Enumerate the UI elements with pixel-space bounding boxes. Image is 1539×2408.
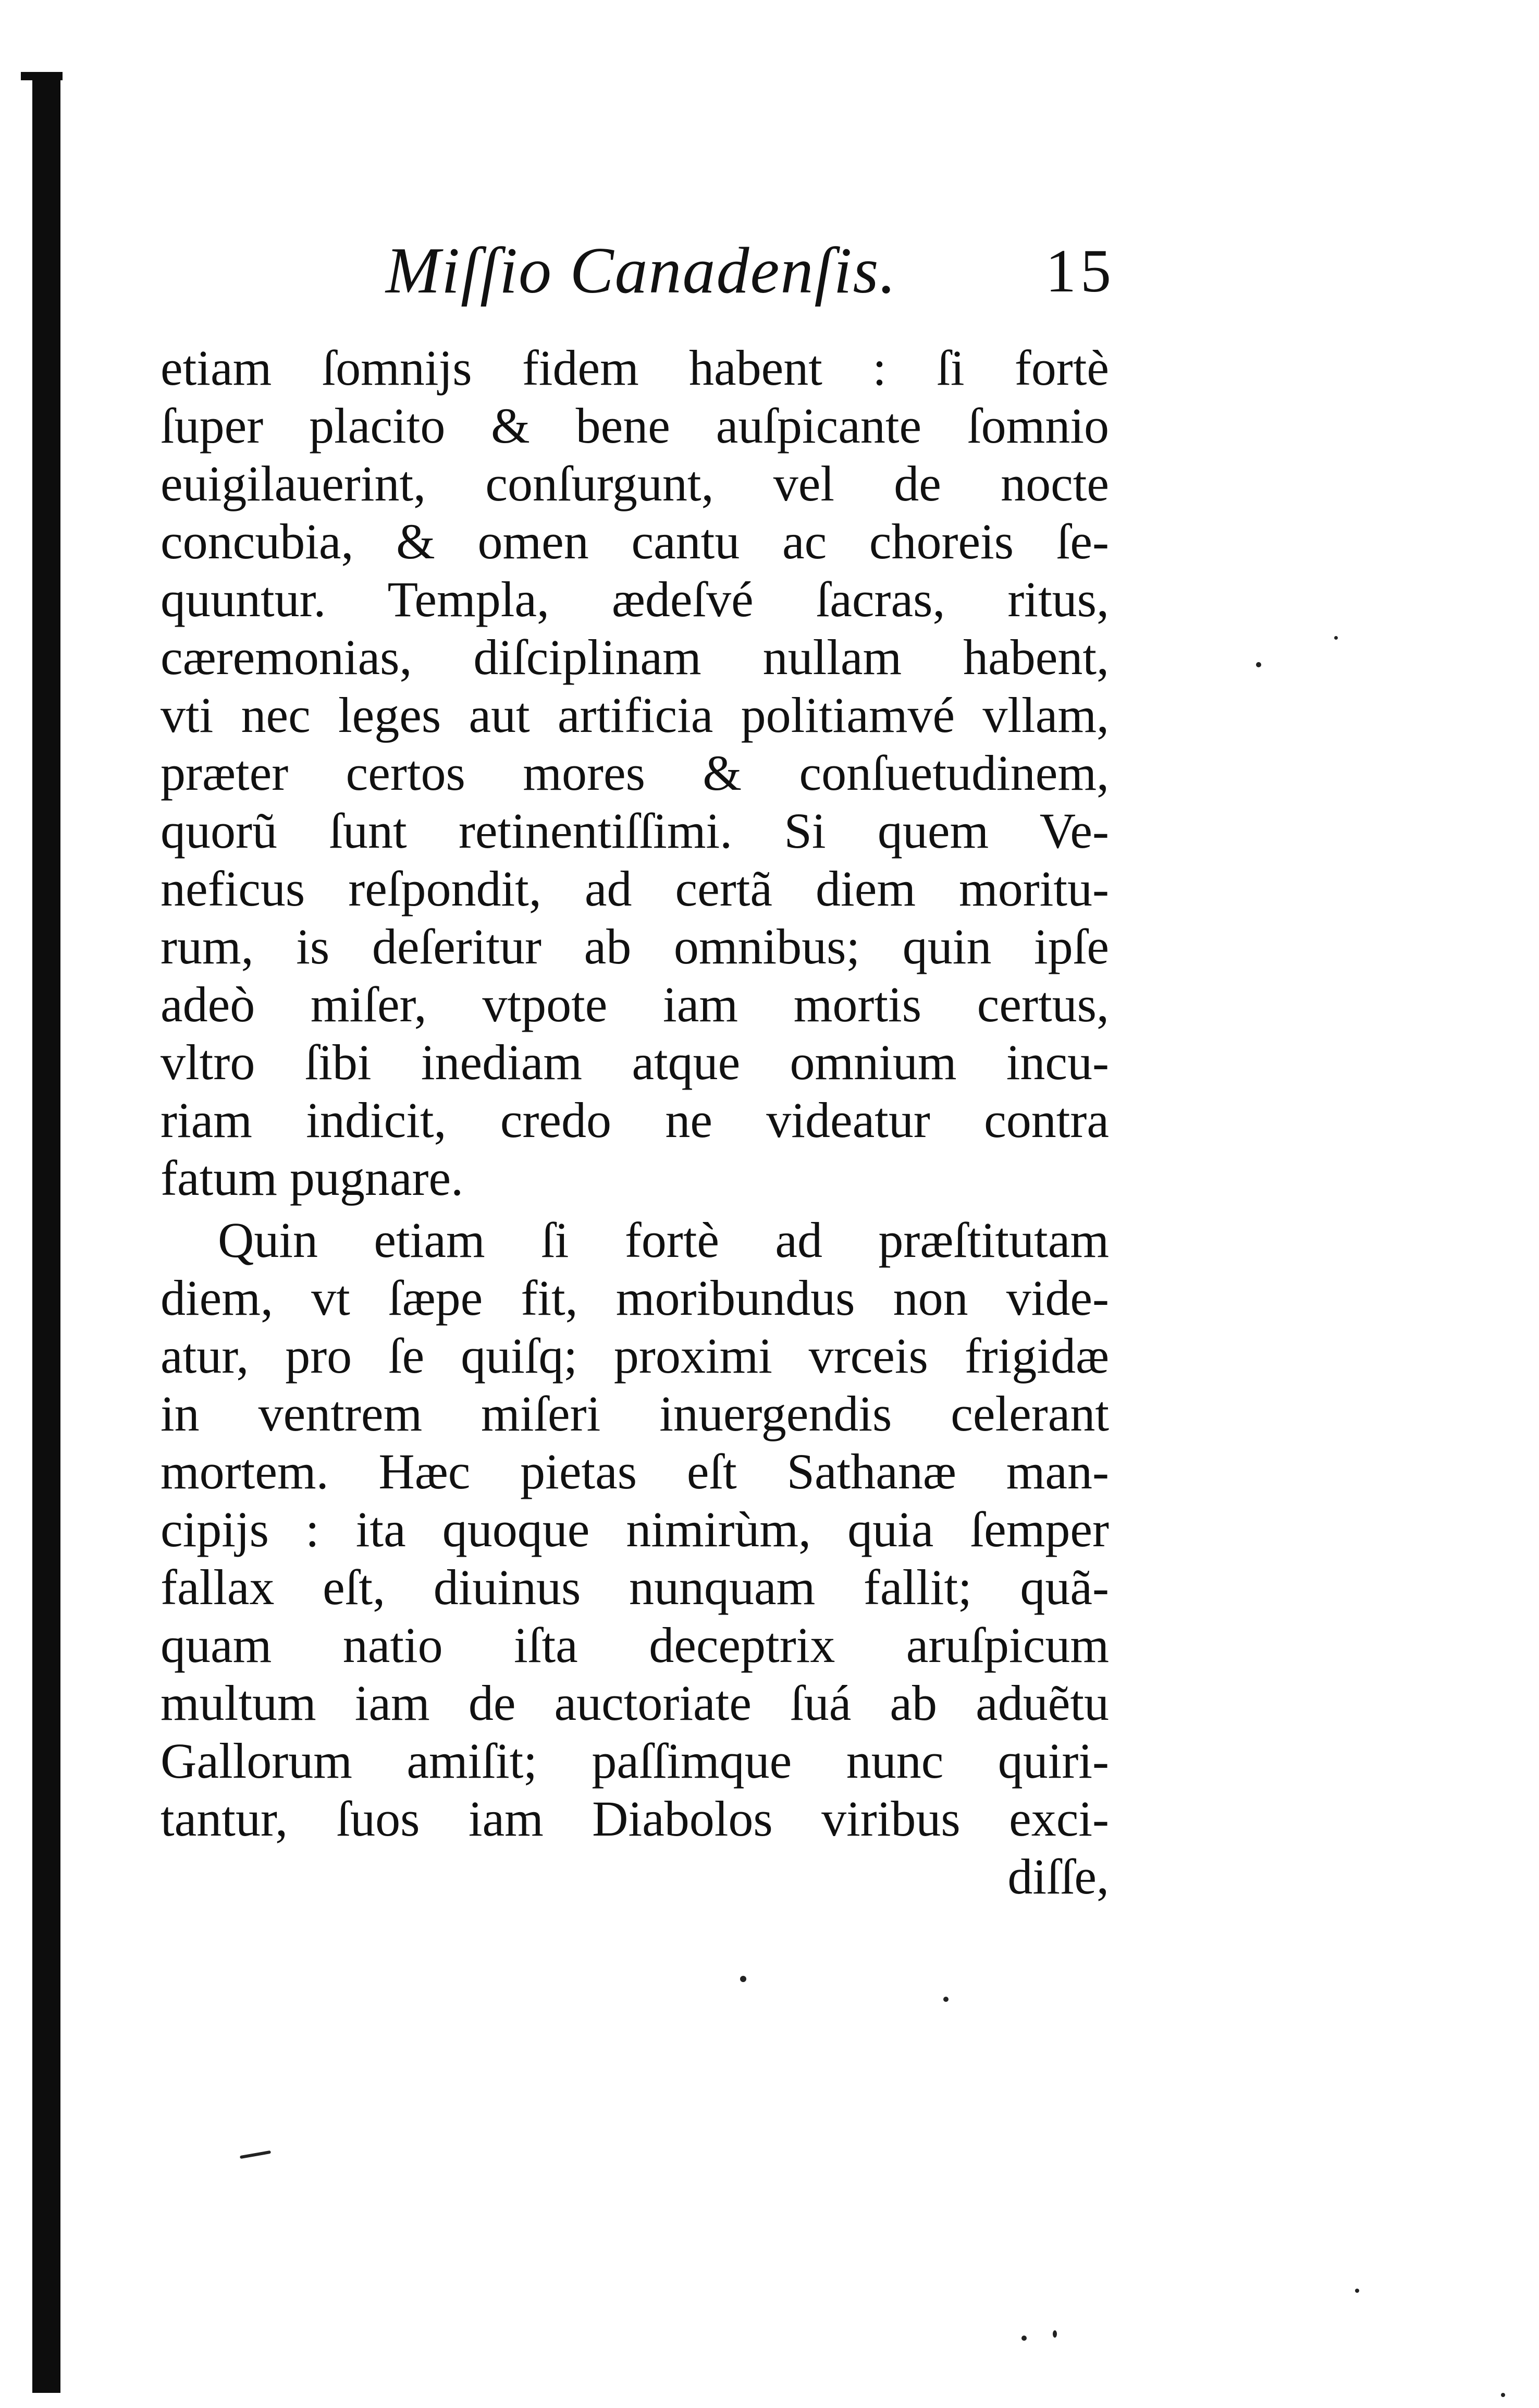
text-line: quuntur. Templa, ædeſvé ſacras, ritus, <box>161 571 1109 627</box>
paragraph-2 <box>161 1211 1109 1848</box>
page-number: 15 <box>1045 237 1115 305</box>
text-line: ſuper placito & bene auſpicante ſomnio <box>161 398 1109 454</box>
text-line: in ventrem miſeri inuergendis celerant <box>161 1386 1109 1441</box>
text-line: tantur, ſuos iam Diabolos viribus exci- <box>161 1791 1109 1847</box>
text-line: diem, vt ſæpe fit, moribundus non vide- <box>161 1270 1109 1326</box>
text-line: quam natio iſta deceptrix aruſpicum <box>161 1617 1109 1673</box>
text-line: vti nec leges aut artificia politiamvé vllam, <box>161 687 1109 743</box>
text-line: cæremonias, diſciplinam nullam habent, <box>161 629 1109 685</box>
text-line: euigilauerint, conſurgunt, vel de nocte <box>161 456 1109 511</box>
text-line: Gallorum amiſit; paſſimque nunc quiri- <box>161 1733 1109 1789</box>
text-line: etiam ſomnijs fidem habent : ſi fortè <box>161 340 1109 396</box>
text-line: riam indicit, credo ne videatur contra <box>161 1092 1109 1148</box>
text-line: fatum pugnare. <box>161 1150 464 1206</box>
scan-speck <box>1501 2393 1505 2397</box>
paragraph-gap <box>161 1207 1109 1211</box>
text-line: concubia, & omen cantu ac choreis ſe- <box>161 514 1109 569</box>
running-title: Miſſio Canadenſis. <box>386 235 897 307</box>
running-head <box>156 229 1115 313</box>
scan-speck <box>943 1997 949 2002</box>
text-line: multum iam de auctoriate ſuá ab aduẽtu <box>161 1675 1109 1731</box>
binding-shadow-top <box>21 72 63 80</box>
text-line: mortem. Hæc pietas eſt Sathanæ man- <box>161 1444 1109 1499</box>
text-line: fallax eſt, diuinus nunquam fallit; quã- <box>161 1559 1109 1615</box>
text-block <box>161 339 1109 1905</box>
text-line: cipijs : ita quoque nimirùm, quia ſemper <box>161 1501 1109 1557</box>
scan-speck <box>740 1976 746 1982</box>
scan-speck <box>1053 2330 1057 2338</box>
scan-speck <box>1256 662 1261 667</box>
scan-speck <box>1334 636 1338 640</box>
text-line: quorũ ſunt retinentiſſimi. Si quem Ve- <box>161 803 1109 859</box>
catchword: diſſe, <box>1007 1849 1109 1904</box>
scan-speck <box>1355 2289 1359 2293</box>
text-line: præter certos mores & conſuetudinem, <box>161 745 1109 801</box>
scan-speck <box>1021 2336 1027 2341</box>
paragraph-1 <box>161 339 1109 1207</box>
text-line: neficus reſpondit, ad certã diem moritu- <box>161 861 1109 916</box>
text-line: rum, is deſeritur ab omnibus; quin ipſe <box>161 919 1109 974</box>
text-line: Quin etiam ſi fortè ad præſtitutam <box>218 1212 1109 1268</box>
text-line: atur, pro ſe quiſq; proximi vrceis frigidæ <box>161 1328 1109 1384</box>
text-line: vltro ſibi inediam atque omnium incu- <box>161 1034 1109 1090</box>
binding-shadow <box>32 78 60 2393</box>
text-line: adeò miſer, vtpote iam mortis certus, <box>161 976 1109 1032</box>
scan-speck <box>240 2150 271 2159</box>
